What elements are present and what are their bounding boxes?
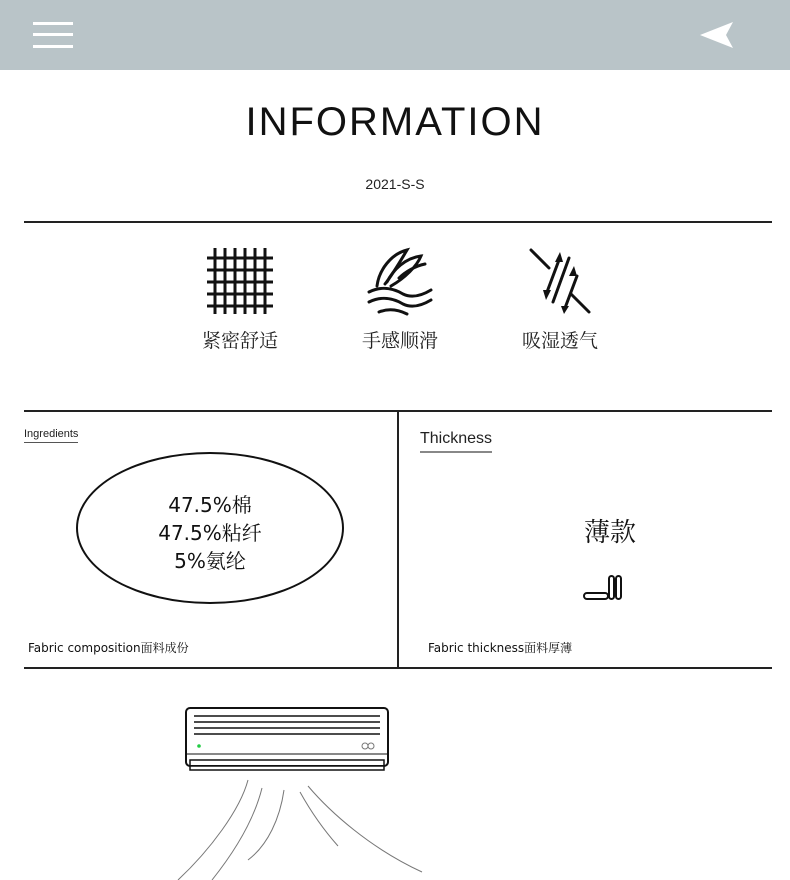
divider-bottom bbox=[24, 667, 772, 669]
thin-thickness-icon bbox=[582, 574, 626, 602]
composition-line-spandex: 5%氨纶 bbox=[174, 549, 246, 573]
woven-fabric-icon bbox=[205, 246, 275, 316]
hamburger-menu-icon[interactable] bbox=[33, 22, 73, 48]
feature-item-tight-comfort bbox=[180, 246, 300, 353]
top-navigation-bar bbox=[0, 0, 790, 70]
page-title: INFORMATION bbox=[245, 100, 545, 144]
product-code: 2021-S-S bbox=[365, 176, 425, 192]
smooth-feather-icon bbox=[365, 246, 435, 316]
breathable-arrows-icon bbox=[525, 246, 595, 316]
thickness-caption: Fabric thickness面料厚薄 bbox=[428, 641, 573, 655]
composition-caption: Fabric composition面料成份 bbox=[28, 641, 189, 655]
ingredients-tag: Ingredients bbox=[24, 428, 78, 443]
divider-top bbox=[24, 221, 772, 223]
feature-label: 吸湿透气 bbox=[521, 330, 598, 352]
thickness-value: 薄款 bbox=[583, 518, 636, 548]
feature-label: 手感顺滑 bbox=[361, 330, 438, 352]
composition-list bbox=[76, 491, 344, 575]
composition-line-cotton: 47.5%棉 bbox=[168, 493, 252, 517]
composition-line-viscose: 47.5%粘纤 bbox=[158, 521, 262, 545]
feature-item-breathable bbox=[500, 246, 620, 353]
feature-label: 紧密舒适 bbox=[201, 330, 278, 352]
feature-item-smooth-touch bbox=[340, 246, 460, 353]
air-conditioner-icon bbox=[150, 700, 450, 880]
thickness-tag: Thickness bbox=[420, 430, 492, 453]
back-arrow-icon[interactable] bbox=[698, 20, 734, 50]
divider-vertical bbox=[397, 411, 399, 669]
